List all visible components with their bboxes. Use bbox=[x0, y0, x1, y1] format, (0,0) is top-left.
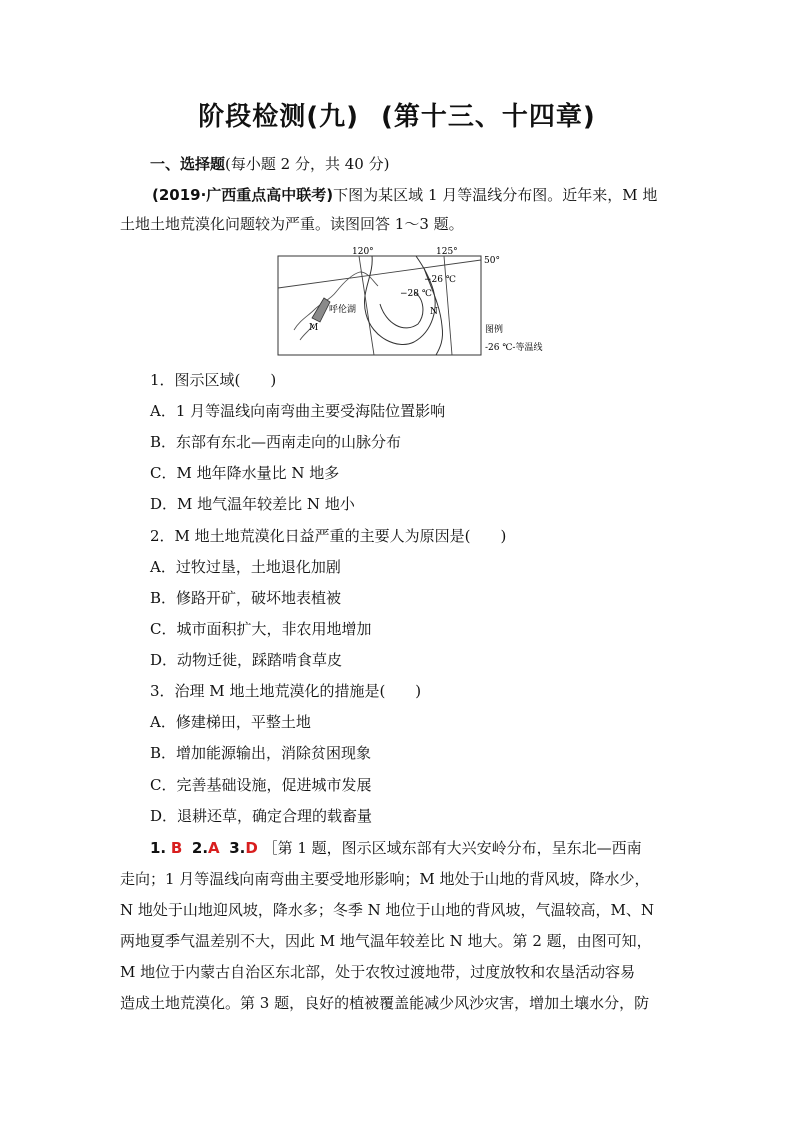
question-option: B．东部有东北—西南走向的山脉分布 bbox=[150, 433, 402, 451]
question-option: B．修路开矿，破坏地表植被 bbox=[150, 589, 342, 607]
question-stem: 2．M 地土地荒漠化日益严重的主要人为原因是( ) bbox=[150, 527, 507, 545]
section-heading bbox=[150, 154, 389, 174]
title-main: 阶段检测(九) bbox=[198, 102, 359, 132]
meridian-120 bbox=[359, 256, 374, 355]
lon-120-label: 120° bbox=[352, 247, 374, 257]
answer-line: N 地处于山地迎风坡，降水多；冬季 N 地位于山地的背风坡，气温较高，M、N bbox=[120, 901, 655, 919]
intro-line-2: 土地土地荒漠化问题较为严重。读图回答 1～3 题。 bbox=[120, 215, 464, 233]
question-option: D．M 地气温年较差比 N 地小 bbox=[150, 495, 355, 513]
intro-line-1 bbox=[152, 185, 657, 205]
answer-first-line bbox=[150, 838, 642, 858]
answer-key: B bbox=[170, 839, 183, 857]
section-label: 一、选择题 bbox=[150, 155, 226, 173]
title-sub: (第十三、十四章) bbox=[381, 102, 596, 132]
legend-item: -26 ℃-等温线 bbox=[485, 343, 543, 353]
point-m-label: M bbox=[309, 323, 319, 333]
isotherm-map bbox=[274, 246, 564, 358]
question-option: C．M 地年降水量比 N 地多 bbox=[150, 464, 340, 482]
isotherm-28-label: −28 ℃ bbox=[400, 289, 432, 299]
question-option: D．退耕还草，确定合理的载畜量 bbox=[150, 807, 373, 825]
question-option: C．完善基础设施，促进城市发展 bbox=[150, 776, 372, 794]
answer-num: 3. bbox=[229, 839, 246, 857]
question-option: B．增加能源输出，消除贫困现象 bbox=[150, 744, 372, 762]
question-option: A．1 月等温线向南弯曲主要受海陆位置影响 bbox=[150, 402, 446, 420]
answer-key: D bbox=[245, 839, 258, 857]
lon-125-label: 125° bbox=[436, 247, 458, 257]
answer-num: 2. bbox=[191, 839, 209, 857]
answer-text: ［第 1 题，图示区域东部有大兴安岭分布，呈东北—西南 bbox=[262, 839, 642, 857]
question-option: A．过牧过垦，土地退化加剧 bbox=[150, 558, 341, 576]
question-stem: 1．图示区域( ) bbox=[150, 371, 277, 389]
question-option: A．修建梯田，平整土地 bbox=[150, 713, 311, 731]
answer-num: 1. bbox=[150, 839, 167, 857]
lat-50-label: 50° bbox=[484, 256, 500, 266]
section-note: (每小题 2 分，共 40 分) bbox=[225, 155, 390, 173]
meridian-125 bbox=[444, 256, 452, 355]
answer-line: 两地夏季气温差别不大，因此 M 地气温年较差比 N 地大。第 2 题，由图可知， bbox=[120, 932, 652, 950]
intro-text-1: 下图为某区域 1 月等温线分布图。近年来，M 地 bbox=[333, 186, 658, 204]
isotherm-26-label: −26 ℃ bbox=[424, 275, 456, 285]
lake-hulun bbox=[312, 298, 330, 322]
question-option: C．城市面积扩大，非农用地增加 bbox=[150, 620, 372, 638]
page-title bbox=[0, 96, 794, 133]
answer-line: 走向；1 月等温线向南弯曲主要受地形影响；M 地处于山地的背风坡，降水少， bbox=[120, 870, 650, 888]
question-option: D．动物迁徙，踩踏啃食草皮 bbox=[150, 651, 343, 669]
answer-line: M 地位于内蒙古自治区东北部，处于农牧过渡地带，过度放牧和农垦活动容易 bbox=[120, 963, 636, 981]
answer-line: 造成土地荒漠化。第 3 题，良好的植被覆盖能减少风沙灾害，增加土壤水分，防 bbox=[120, 994, 650, 1012]
intro-source: (2019·广西重点高中联考) bbox=[152, 186, 334, 204]
answer-key: A bbox=[208, 839, 220, 857]
question-stem: 3．治理 M 地土地荒漠化的措施是( ) bbox=[150, 682, 422, 700]
point-n-label: N bbox=[430, 307, 438, 317]
legend-title: 图例 bbox=[485, 325, 504, 335]
lake-label: 呼伦湖 bbox=[329, 305, 357, 315]
